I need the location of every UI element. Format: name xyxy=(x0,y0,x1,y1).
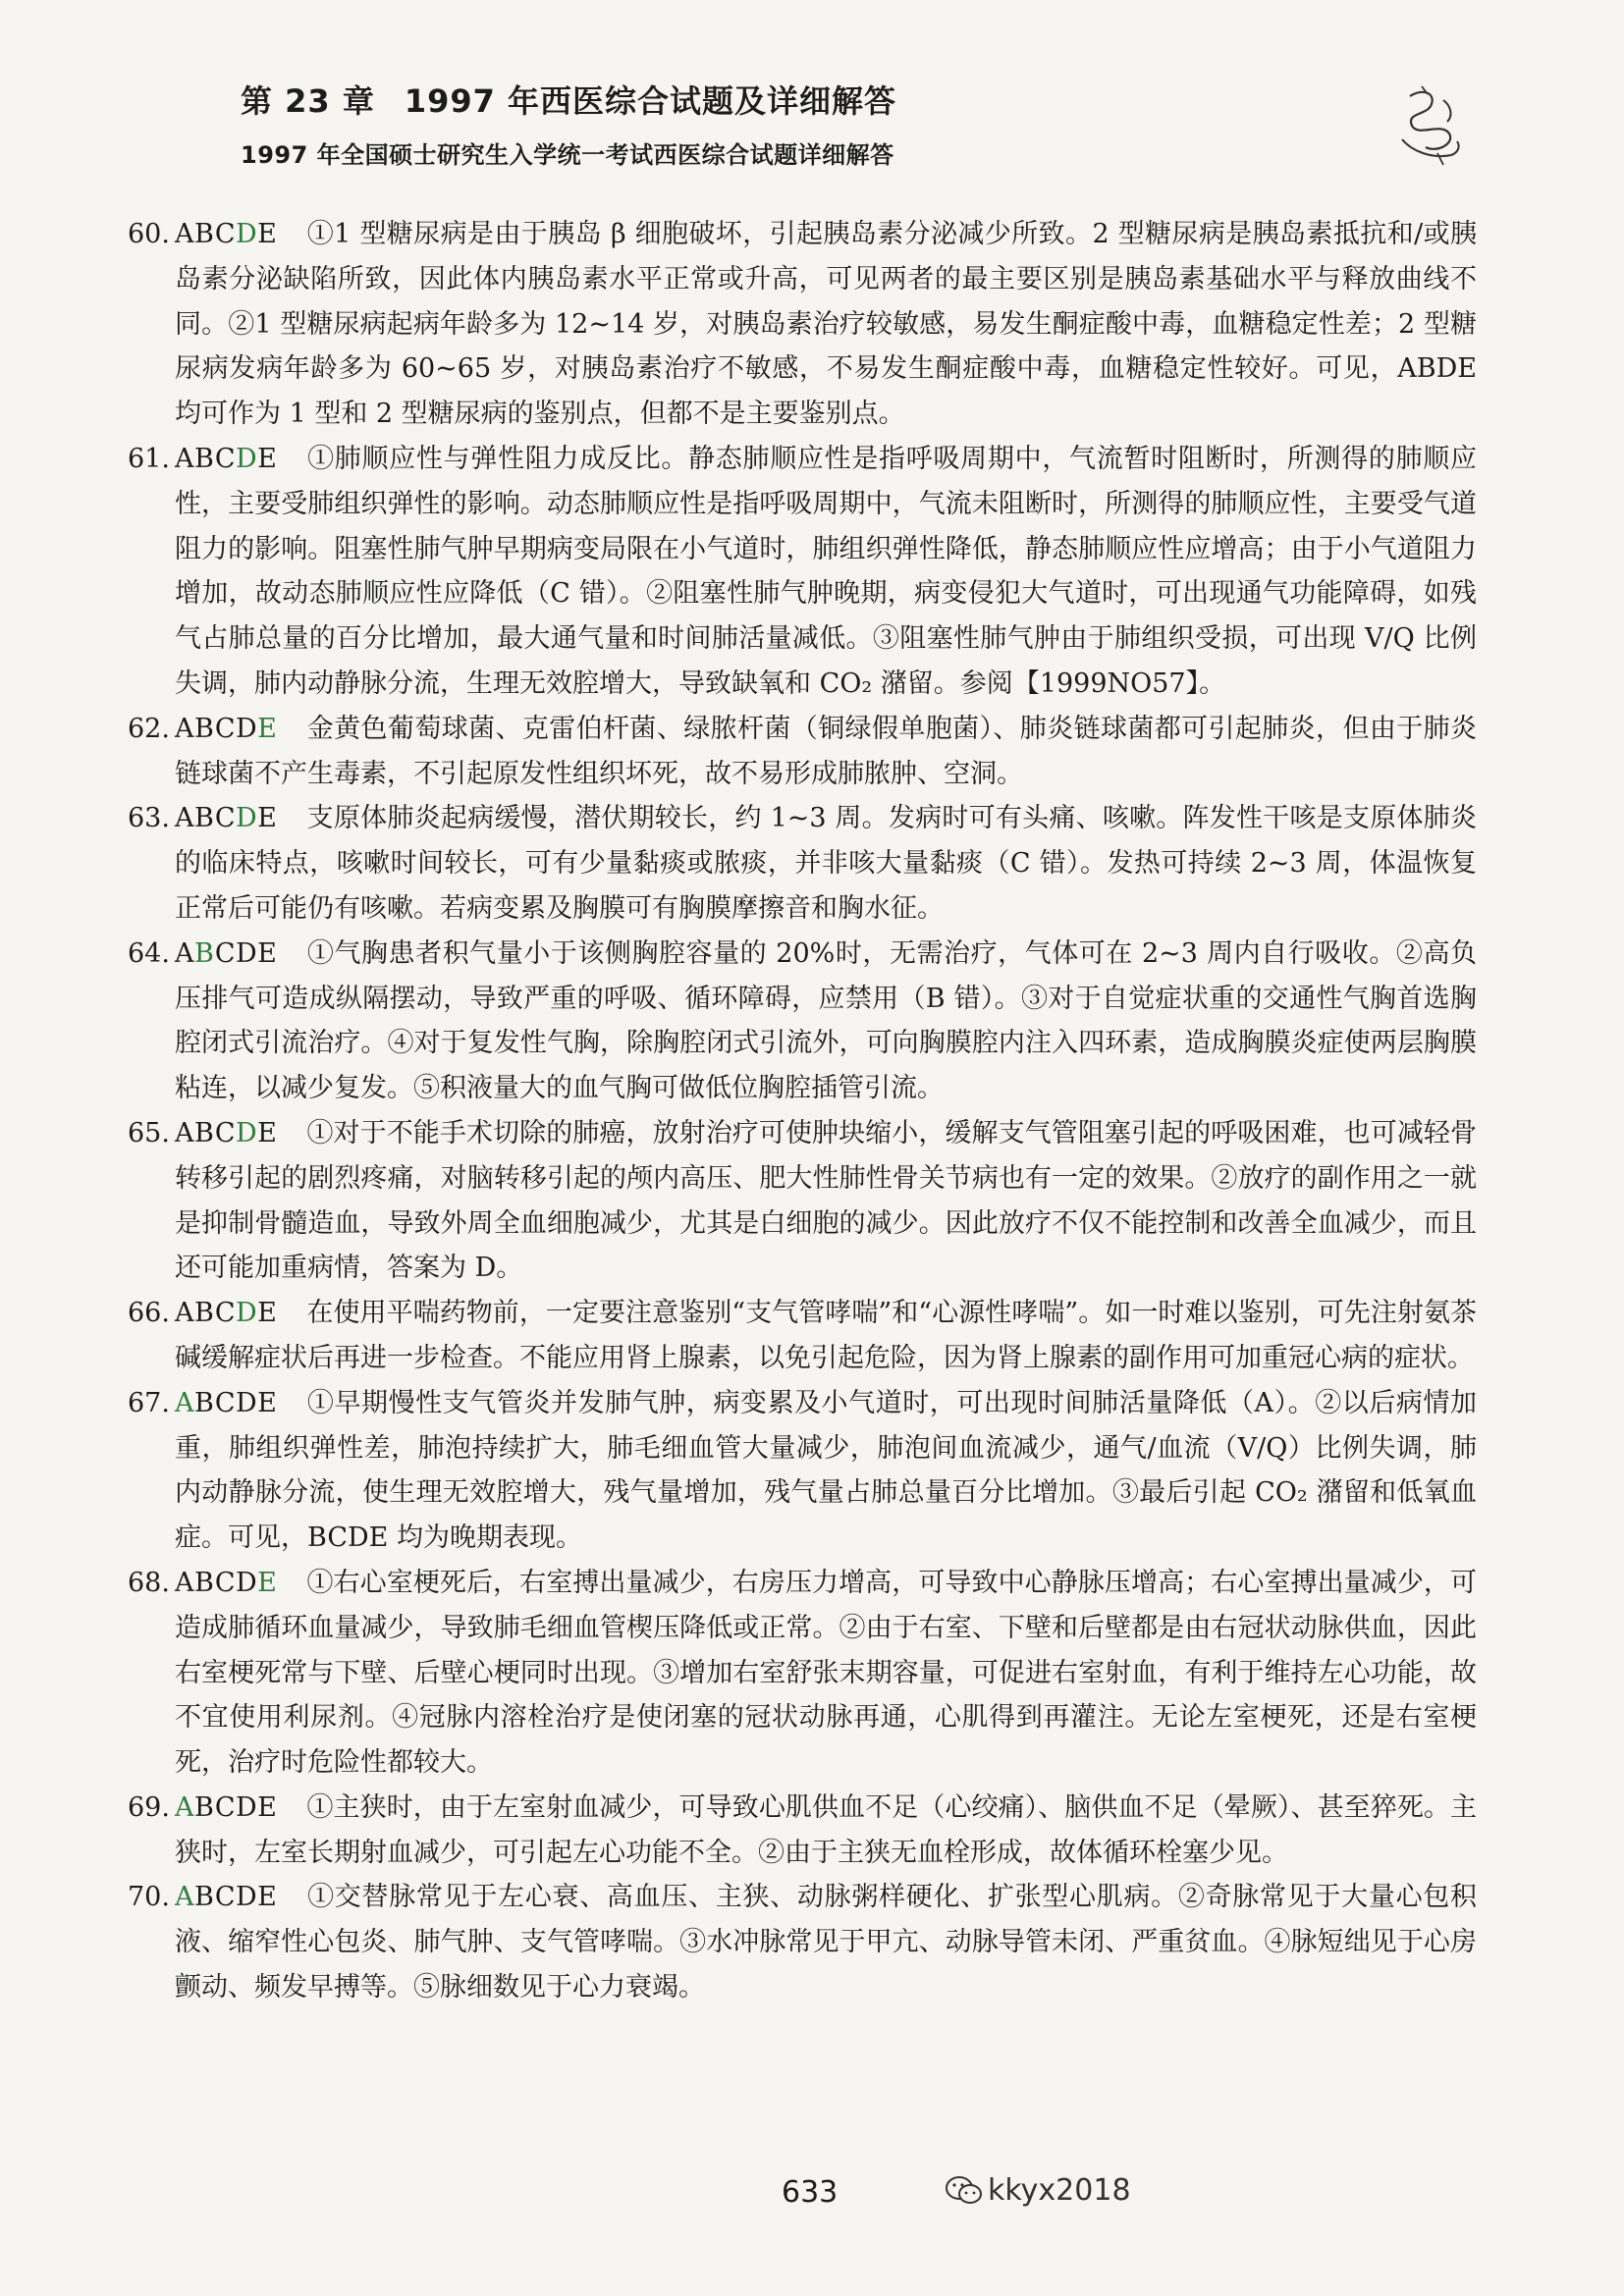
answer-item-11 xyxy=(128,1875,1477,2009)
options-after-answer: E xyxy=(257,1298,278,1329)
correct-answer: D xyxy=(236,443,258,474)
question-number: 70. xyxy=(128,1882,170,1913)
question-number: 68. xyxy=(128,1567,170,1598)
answer-options xyxy=(175,1561,277,1606)
correct-answer: E xyxy=(257,1567,278,1598)
options-before-answer: ABC xyxy=(175,803,236,834)
chapter-subtitle: 1997 年全国硕士研究生入学统一考试西医综合试题详细解答 xyxy=(241,141,894,169)
question-number: 67. xyxy=(128,1387,170,1418)
options-before-answer: ABCD xyxy=(175,713,258,744)
correct-answer: A xyxy=(175,1387,194,1418)
chapter-title: 1997 年西医综合试题及详细解答 xyxy=(404,82,897,120)
answer-item-6 xyxy=(128,1111,1477,1291)
watermark xyxy=(945,2173,1131,2208)
answer-item-10 xyxy=(128,1786,1477,1876)
correct-answer: D xyxy=(236,1117,258,1148)
question-number: 63. xyxy=(128,803,170,834)
explanation-text: ①对于不能手术切除的肺癌，放射治疗可使肿块缩小，缓解支气管阻塞引起的呼吸困难，也可减轻骨转移引起的剧烈疼痛，对脑转移引起的颅内高压、肥大性肺性骨关节病也有一定的效果。②放疗的副作用之一就是抑制骨髓造血，导致外周全血细胞减少，尤其是白细胞的减少。因此放疗不仅不能控制和改善全血减少，而且还可能加重病情，答案为 D。 xyxy=(175,1117,1477,1284)
answer-item-5 xyxy=(128,932,1477,1111)
explanation-text: ①1 型糖尿病是由于胰岛 β 细胞破坏，引起胰岛素分泌减少所致。2 型糖尿病是胰岛素抵抗和/或胰岛素分泌缺陷所致，因此体内胰岛素水平正常或升高，可见两者的最主要区别是胰岛素基础水平与释放曲线不同。②1 型糖尿病起病年龄多为 12~14 岁，对胰岛素治疗较敏感，易发生酮症酸中毒，血糖稳定性差；2 型糖尿病发病年龄多为 60~65 岁，对胰岛素治疗不敏感，不易发生酮症酸中毒，血糖稳定性较好。可见，ABDE 均可作为 1 型和 2 型糖尿病的鉴别点，但都不是主要鉴别点。 xyxy=(175,219,1477,430)
correct-answer: E xyxy=(257,713,278,744)
options-after-answer: E xyxy=(257,803,278,834)
answer-options xyxy=(175,932,277,977)
explanation-text: ①交替脉常见于左心衰、高血压、主狭、动脉粥样硬化、扩张型心肌病。②奇脉常见于大量心包积液、缩窄性心包炎、肺气肿、支气管哮喘。③水冲脉常见于甲亢、动脉导管未闭、严重贫血。④脉短绌见于心房颤动、频发早搏等。⑤脉细数见于心力衰竭。 xyxy=(175,1882,1477,2003)
question-number: 69. xyxy=(128,1791,170,1823)
watermark-text: kkyx2018 xyxy=(988,2173,1131,2208)
options-after-answer: E xyxy=(257,443,278,474)
options-before-answer: ABCD xyxy=(175,1567,258,1598)
question-number: 60. xyxy=(128,219,170,249)
explanation-text: ①肺顺应性与弹性阻力成反比。静态肺顺应性是指呼吸周期中，气流暂时阻断时，所测得的肺顺应性，主要受肺组织弹性的影响。动态肺顺应性是指呼吸周期中，气流未阻断时，所测得的肺顺应性，主要受气道阻力的影响。阻塞性肺气肿早期病变局限在小气道时，肺组织弹性降低，静态肺顺应性应增高；由于小气道阻力增加，故动态肺顺应性应降低（C 错）。②阻塞性肺气肿晚期，病变侵犯大气道时，可出现通气功能障碍，如残气占肺总量的百分比增加，最大通气量和时间肺活量减低。③阻塞性肺气肿由于肺组织受损，可出现 V/Q 比例失调，肺内动静脉分流，生理无效腔增大，导致缺氧和 CO₂ 潴留。参阅【1999NO57】。 xyxy=(175,443,1477,699)
answer-explanation xyxy=(175,796,1477,931)
answer-options xyxy=(175,1786,277,1831)
answer-options xyxy=(175,796,277,841)
answer-item-9 xyxy=(128,1561,1477,1786)
options-before-answer: A xyxy=(175,937,194,969)
options-after-answer: CDE xyxy=(214,937,278,969)
handwritten-logo-icon xyxy=(1392,82,1471,171)
answer-explanation xyxy=(175,707,1477,797)
answer-explanation xyxy=(175,1561,1477,1786)
answer-item-1 xyxy=(128,212,1477,437)
answer-options xyxy=(175,437,277,482)
answer-item-3 xyxy=(128,707,1477,797)
page-number: 633 xyxy=(782,2175,839,2210)
explanation-text: 金黄色葡萄球菌、克雷伯杆菌、绿脓杆菌（铜绿假单胞菌）、肺炎链球菌都可引起肺炎，但由于肺炎链球菌不产生毒素，不引起原发性组织坏死，故不易形成肺脓肿、空洞。 xyxy=(175,713,1477,789)
answer-options xyxy=(175,707,277,752)
options-before-answer: ABC xyxy=(175,219,236,249)
correct-answer: B xyxy=(194,937,215,969)
options-before-answer: ABC xyxy=(175,443,236,474)
options-before-answer: ABC xyxy=(175,1298,236,1329)
wechat-icon xyxy=(945,2174,984,2208)
answer-list xyxy=(128,212,1477,2010)
question-number: 62. xyxy=(128,713,170,744)
chapter-number: 第 23 章 xyxy=(241,82,375,120)
explanation-text: ①早期慢性支气管炎并发肺气肿，病变累及小气道时，可出现时间肺活量降低（A）。②以后病情加重，肺组织弹性差，肺泡持续扩大，肺毛细血管大量减少，肺泡间血流减少，通气/血流（V/Q）比例失调，肺内动静脉分流，使生理无效腔增大，残气量增加，残气量占肺总量百分比增加。③最后引起 CO₂ 潴留和低氧血症。可见，BCDE 均为晚期表现。 xyxy=(175,1387,1477,1554)
answer-item-2 xyxy=(128,437,1477,707)
correct-answer: A xyxy=(175,1791,194,1823)
options-after-answer: BCDE xyxy=(194,1882,278,1913)
options-before-answer: ABC xyxy=(175,1117,236,1148)
explanation-text: ①右心室梗死后，右室搏出量减少，右房压力增高，可导致中心静脉压增高；右心室搏出量减少，可造成肺循环血量减少，导致肺毛细血管楔压降低或正常。②由于右室、下壁和后壁都是由右冠状动脉供血，因此右室梗死常与下壁、后壁心梗同时出现。③增加右室舒张末期容量，可促进右室射血，有利于维持左心功能，故不宜使用利尿剂。④冠脉内溶栓治疗是使闭塞的冠状动脉再通，心肌得到再灌注。无论左室梗死，还是右室梗死，治疗时危险性都较大。 xyxy=(175,1567,1477,1779)
answer-item-7 xyxy=(128,1291,1477,1381)
answer-explanation xyxy=(175,1291,1477,1381)
explanation-text: ①主狭时，由于左室射血减少，可导致心肌供血不足（心绞痛）、脑供血不足（晕厥）、甚至猝死。主狭时，左室长期射血减少，可引起左心功能不全。②由于主狭无血栓形成，故体循环栓塞少见。 xyxy=(175,1791,1477,1868)
options-after-answer: E xyxy=(257,1117,278,1148)
page-header xyxy=(241,77,896,170)
explanation-text: 支原体肺炎起病缓慢，潜伏期较长，约 1~3 周。发病时可有头痛、咳嗽。阵发性干咳是支原体肺炎的临床特点，咳嗽时间较长，可有少量黏痰或脓痰，并非咳大量黏痰（C 错）。发热可持续 2~3 周，体温恢复正常后可能仍有咳嗽。若病变累及胸膜可有胸膜摩擦音和胸水征。 xyxy=(175,803,1477,924)
answer-item-8 xyxy=(128,1381,1477,1561)
options-after-answer: E xyxy=(257,219,278,249)
question-number: 64. xyxy=(128,937,170,969)
question-number: 65. xyxy=(128,1117,170,1148)
correct-answer: D xyxy=(236,1298,258,1329)
chapter-heading xyxy=(241,77,896,122)
answer-explanation xyxy=(175,437,1477,707)
answer-options xyxy=(175,1875,277,1920)
options-after-answer: BCDE xyxy=(194,1791,278,1823)
answer-explanation xyxy=(175,1875,1477,2009)
answer-explanation xyxy=(175,1381,1477,1561)
answer-explanation xyxy=(175,1786,1477,1876)
explanation-text: 在使用平喘药物前，一定要注意鉴别“支气管哮喘”和“心源性哮喘”。如一时难以鉴别，可先注射氨茶碱缓解症状后再进一步检查。不能应用肾上腺素，以免引起危险，因为肾上腺素的副作用可加重冠心病的症状。 xyxy=(175,1298,1477,1373)
answer-options xyxy=(175,212,277,257)
correct-answer: D xyxy=(236,803,258,834)
answer-explanation xyxy=(175,1111,1477,1291)
options-after-answer: BCDE xyxy=(194,1387,278,1418)
question-number: 66. xyxy=(128,1298,170,1329)
correct-answer: A xyxy=(175,1882,194,1913)
question-number: 61. xyxy=(128,443,170,474)
answer-item-4 xyxy=(128,796,1477,931)
answer-options xyxy=(175,1381,277,1426)
explanation-text: ①气胸患者积气量小于该侧胸腔容量的 20%时，无需治疗，气体可在 2~3 周内自行吸收。②高负压排气可造成纵隔摆动，导致严重的呼吸、循环障碍，应禁用（B 错）。③对于自觉症状重的交通性气胸首选胸腔闭式引流治疗。④对于复发性气胸，除胸腔闭式引流外，可向胸膜腔内注入四环素，造成胸膜炎症使两层胸膜粘连，以减少复发。⑤积液量大的血气胸可做低位胸腔插管引流。 xyxy=(175,937,1477,1104)
answer-options xyxy=(175,1291,277,1336)
correct-answer: D xyxy=(236,219,258,249)
answer-explanation xyxy=(175,212,1477,437)
answer-options xyxy=(175,1111,277,1156)
answer-explanation xyxy=(175,932,1477,1111)
